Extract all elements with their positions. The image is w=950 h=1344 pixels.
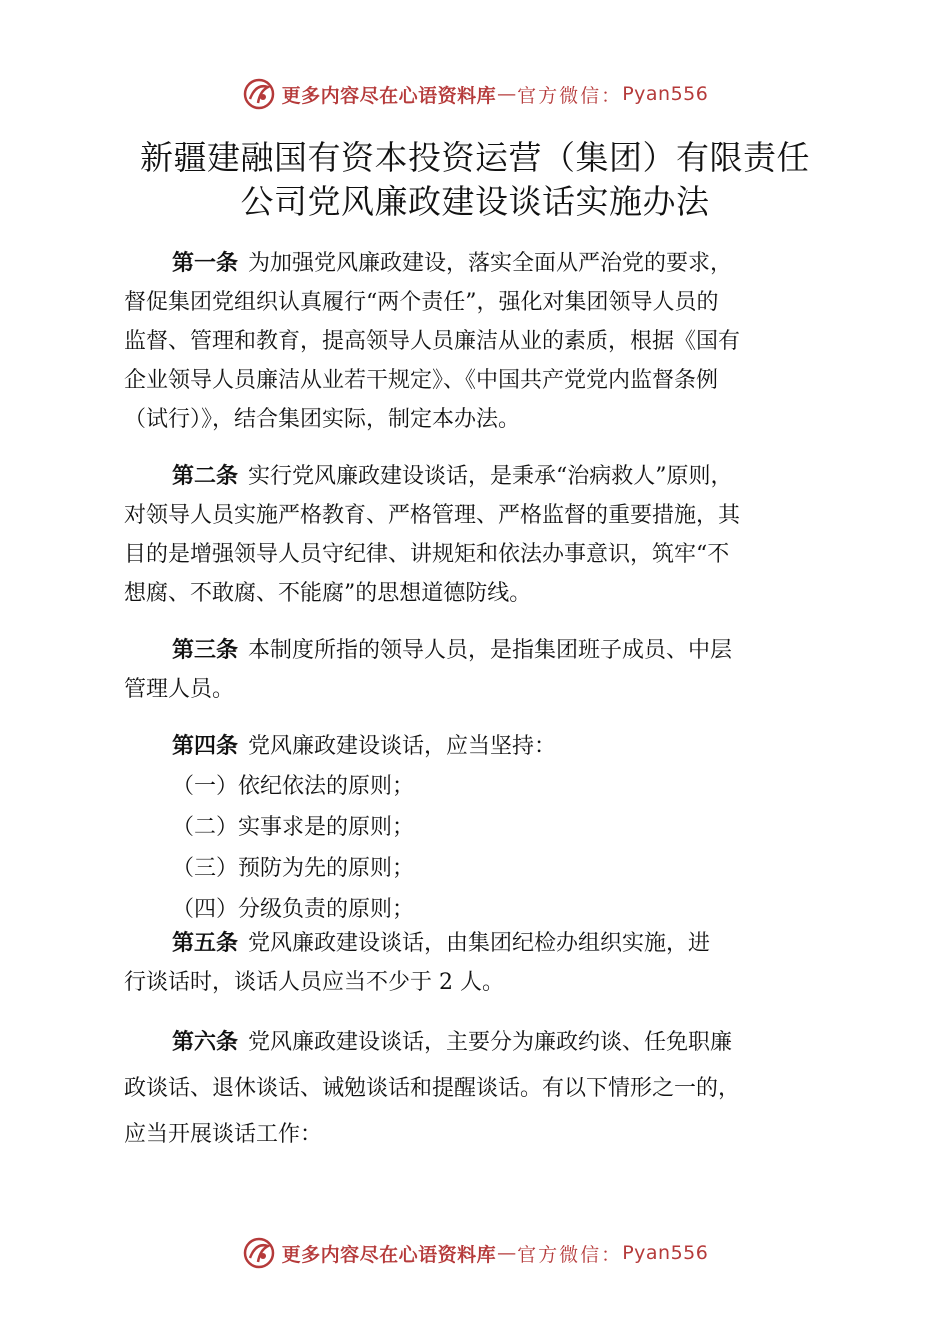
article-text: （试行）》，结合集团实际，制定本办法。: [124, 407, 521, 432]
watermark-wechat-id: Pyan556: [622, 1242, 709, 1264]
article-text: 党风廉政建设谈话，主要分为廉政约谈、任免职廉: [248, 1030, 733, 1055]
watermark-dash: —: [497, 83, 517, 105]
watermark-text: 更多内容尽在心语资料库: [281, 84, 497, 107]
list-item: （三）预防为先的原则；: [172, 856, 415, 881]
watermark-sub: 官方微信：: [517, 1243, 623, 1266]
list-item: （二）实事求是的原则；: [172, 815, 415, 840]
article-label: 第三条: [172, 638, 239, 663]
watermark-sub: 官方微信：: [517, 84, 623, 107]
footer-watermark: [0, 1233, 950, 1273]
article-4: [124, 727, 848, 766]
watermark-dash: —: [497, 1242, 517, 1264]
article-text: 监督、管理和教育，提高领导人员廉洁从业的素质，根据《国有: [124, 329, 741, 354]
article-5: [124, 924, 848, 1002]
list-item: （一）依纪依法的原则；: [172, 774, 415, 799]
library-logo-icon: [242, 1236, 276, 1270]
watermark-wechat-id: Pyan556: [622, 83, 709, 105]
article-text: 管理人员。: [124, 677, 235, 702]
article-6: [124, 1020, 848, 1158]
article-text: 党风廉政建设谈话，应当坚持：: [248, 734, 557, 759]
article-label: 第五条: [172, 931, 239, 956]
library-logo-icon: [242, 77, 276, 111]
article-text: 想腐、不敢腐、不能腐”的思想道德防线。: [124, 581, 532, 606]
article-text: 实行党风廉政建设谈话，是秉承“治病救人”原则，: [248, 464, 733, 489]
article-text: 目的是增强领导人员守纪律、讲规矩和依法办事意识，筑牢“不: [124, 542, 730, 567]
header-watermark: [0, 74, 950, 114]
principle-list: [124, 766, 848, 930]
article-label: 第二条: [172, 464, 239, 489]
document-title: [60, 136, 890, 224]
article-label: 第六条: [172, 1030, 239, 1055]
article-text: 对领导人员实施严格教育、严格管理、严格监督的重要措施，其: [124, 503, 741, 528]
article-1: [124, 244, 848, 439]
article-text: 应当开展谈话工作：: [124, 1122, 323, 1147]
article-text: 行谈话时，谈话人员应当不少于 2 人。: [124, 970, 504, 995]
article-3: [124, 631, 848, 709]
document-body: [124, 244, 848, 1158]
article-2: [124, 457, 848, 613]
article-text: 企业领导人员廉洁从业若干规定》、《中国共产党党内监督条例: [124, 368, 719, 393]
article-text: 党风廉政建设谈话，由集团纪检办组织实施，进: [248, 931, 711, 956]
title-line-1: 新疆建融国有资本投资运营（集团）有限责任: [140, 138, 810, 177]
article-label: 第四条: [172, 734, 239, 759]
list-item: （四）分级负责的原则；: [172, 897, 415, 922]
watermark-text: 更多内容尽在心语资料库: [281, 1243, 497, 1266]
article-text: 为加强党风廉政建设，落实全面从严治党的要求，: [248, 251, 733, 276]
title-line-2: 公司党风廉政建设谈话实施办法: [240, 182, 710, 221]
article-label: 第一条: [172, 251, 239, 276]
article-text: 政谈话、退休谈话、诫勉谈话和提醒谈话。有以下情形之一的，: [124, 1076, 741, 1101]
article-text: 本制度所指的领导人员，是指集团班子成员、中层: [248, 638, 733, 663]
article-text: 督促集团党组织认真履行“两个责任”，强化对集团领导人员的: [124, 290, 719, 315]
